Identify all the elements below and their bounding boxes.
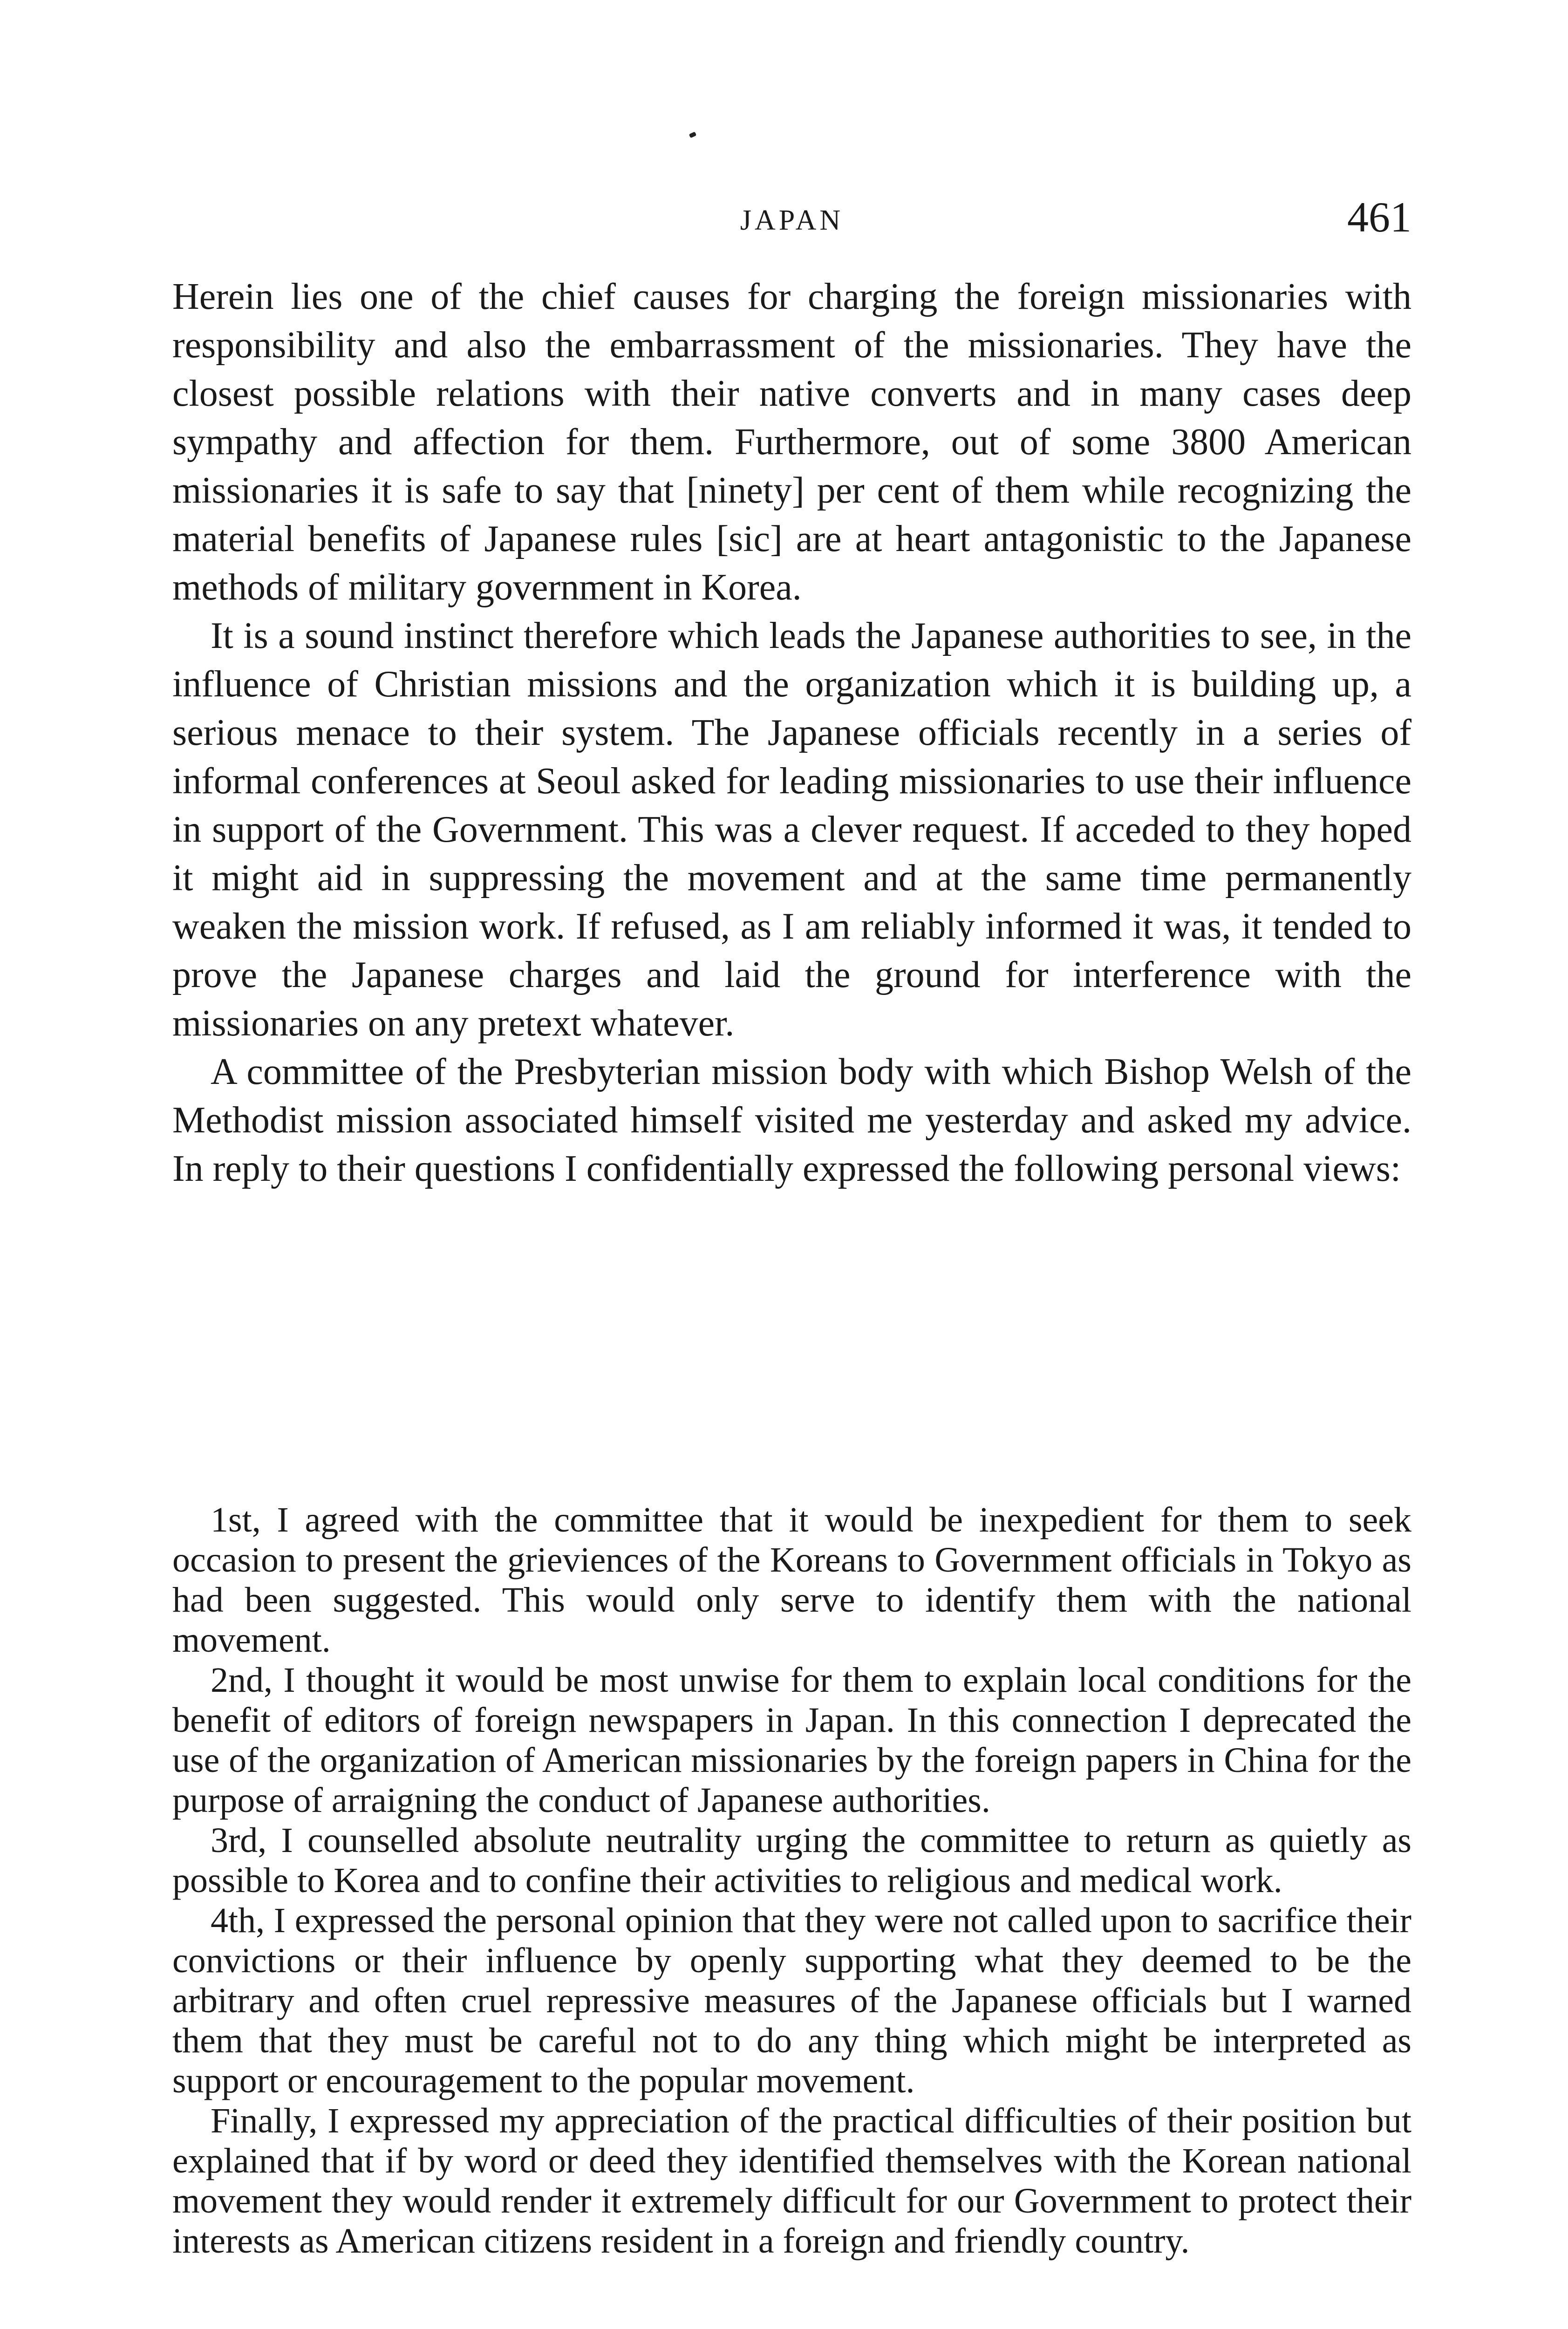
quoted-paragraph: 1st, I agreed with the committee that it would be inexpedient for them to seek occasion to present the grieviences of the Koreans to Government officials in Tokyo as had been suggested. This would only serve to identify them with the national movement. <box>172 1500 1411 1660</box>
page-number: 461 <box>1347 193 1411 241</box>
ink-speck <box>689 131 696 138</box>
running-head <box>172 193 1411 247</box>
quoted-views <box>172 1500 1411 2261</box>
body-text <box>172 272 1411 1193</box>
body-paragraph: Herein lies one of the chief causes for charging the foreign missionaries with responsibility and also the embarrassment of the missionaries. They have the closest possible relations with their native converts and in many cases deep sympathy and affection for them. Furthermore, out of some 3800 American missionaries it is safe to say that [ninety] per cent of them while recognizing the material benefits of Japanese rules [sic] are at heart antagonistic to the Japanese methods of military government in Korea. <box>172 276 1411 608</box>
quoted-paragraph: Finally, I expressed my appreciation of the practical difficulties of their position but explained that if by word or deed they identified themselves with the Korean national movement they would render it extremely difficult for our Government to protect their interests as American citizens resident in a foreign and friendly country. <box>172 2101 1411 2261</box>
quoted-paragraph: 4th, I expressed the personal opinion that they were not called upon to sacrifice their convictions or their influence by openly supporting what they deemed to be the arbitrary and often cruel repressive measures of the Japanese officials but I warned them that they must be careful not to do any thing which might be interpreted as support or encouragement to the popular movement. <box>172 1901 1411 2100</box>
body-paragraph: A committee of the Presbyterian mission body with which Bishop Welsh of the Methodist mission associated himself visited me yesterday and asked my advice. In reply to their questions I confidentially expressed the following personal views: <box>172 1051 1411 1189</box>
running-title: JAPAN <box>740 204 844 236</box>
quoted-paragraph: 3rd, I counselled absolute neutrality urging the committee to return as quietly as possible to Korea and to confine their activities to religious and medical work. <box>172 1821 1411 1900</box>
document-page <box>172 116 1411 2329</box>
body-paragraph: It is a sound instinct therefore which leads the Japanese authorities to see, in the influence of Christian missions and the organization which it is building up, a serious menace to their system. The Japanese officials recently in a series of informal conferences at Seoul asked for leading missionaries to use their influence in support of the Government. This was a clever request. If acceded to they hoped it might aid in suppressing the movement and at the same time permanently weaken the mission work. If refused, as I am reliably informed it was, it tended to prove the Japanese charges and laid the ground for interference with the missionaries on any pretext whatever. <box>172 615 1411 1044</box>
quoted-paragraph: 2nd, I thought it would be most unwise for them to explain local conditions for the benefit of editors of foreign newspapers in Japan. In this connection I deprecated the use of the organization of American missionaries by the foreign papers in China for the purpose of arraigning the conduct of Japanese authorities. <box>172 1661 1411 1820</box>
